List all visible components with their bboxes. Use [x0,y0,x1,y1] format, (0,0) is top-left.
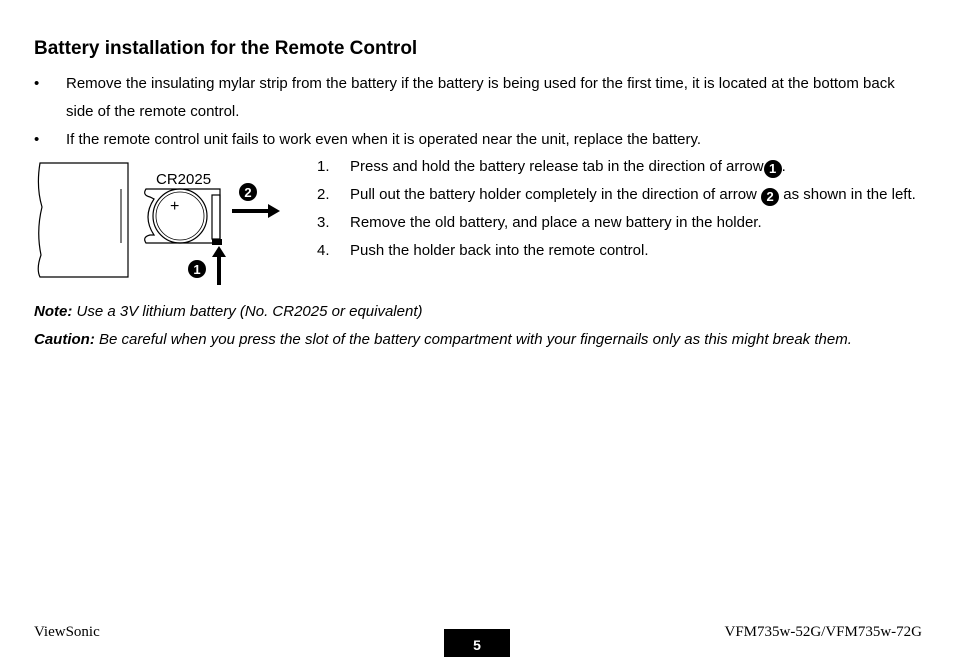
note-label: Note: [34,303,73,320]
caution-label: Caution: [34,331,95,348]
tab-grip [212,239,222,245]
battery-cell [153,189,207,243]
note-text: Use a 3V lithium battery (No. CR2025 or equivalent) [72,303,423,320]
bullet-dot: • [34,131,40,148]
arrow-right-head-icon [268,204,280,218]
footer-brand: ViewSonic [34,624,100,640]
page-number: 5 [444,629,510,657]
arrow-1-label: 1 [193,262,201,277]
bullet-text: Remove the insulating mylar strip from the battery if the battery is being used for the first time, it is located at the bottom back side of the remote control. [66,75,895,120]
battery-cell-inner [156,192,204,240]
arrow-up-head-icon [212,246,226,257]
page-title: Battery installation for the Remote Control [34,38,418,59]
caution-text: Be careful when you press the slot of the battery compartment with your fingernails only as this might break them. [94,331,852,348]
steps-list [317,153,922,265]
remote-body [38,163,128,277]
step-number: 1. [317,158,330,175]
step-number: 3. [317,214,330,231]
step-text-end: as shown in the left. [779,186,916,203]
battery-plus: + [170,198,180,215]
bullet-text: If the remote control unit fails to work even when it is operated near the unit, replace the battery. [66,131,702,148]
arrow-1-badge-icon: 1 [764,160,782,178]
release-tab [212,195,220,239]
step-text: Remove the old battery, and place a new battery in the holder. [350,214,762,231]
footer-model: VFM735w-52G/VFM735w-72G [724,624,922,640]
bullet-item [34,126,924,154]
battery-diagram [36,159,296,289]
step-text-end: . [781,158,786,175]
bullet-item [34,70,924,126]
note [34,302,423,322]
battery-model-label: CR2025 [156,171,212,188]
step-item [317,153,922,181]
step-item [317,209,922,237]
arrow-2-label: 2 [244,185,252,200]
step-item [317,181,922,209]
battery-diagram-svg [36,159,296,289]
step-item [317,237,922,265]
caution [34,330,852,350]
arrow-2-badge-icon: 2 [761,188,779,206]
step-number: 4. [317,242,330,259]
bullet-dot: • [34,75,40,92]
step-text: Press and hold the battery release tab in the direction of arrow [350,158,764,175]
step-number: 2. [317,186,330,203]
step-text: Pull out the battery holder completely in the direction of arrow [350,186,762,203]
step-text: Push the holder back into the remote control. [350,242,649,259]
